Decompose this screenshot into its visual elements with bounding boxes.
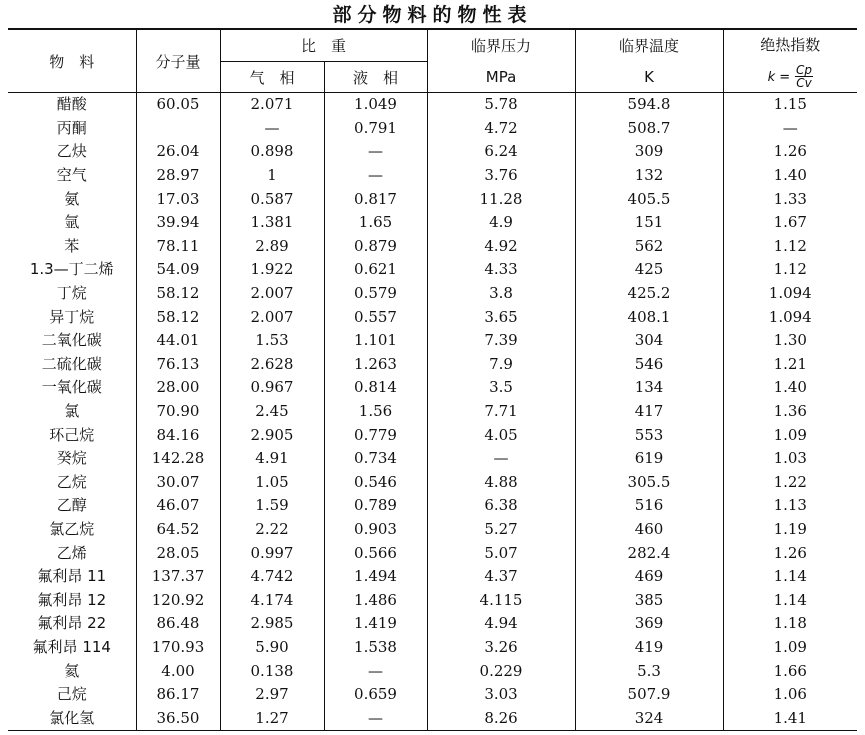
cell-critical-pressure: 7.39	[427, 329, 575, 353]
cell-critical-temperature: 619	[575, 447, 723, 471]
cell-material: 环己烷	[49, 425, 95, 444]
table-row	[8, 518, 857, 542]
cell-material: 一氧化碳	[41, 378, 102, 397]
header-critical-pressure: 临界压力	[427, 29, 575, 62]
k-numerator: Cp	[795, 63, 812, 78]
cell-liquid-phase: 0.566	[324, 541, 427, 565]
cell-gas-phase: 2.071	[220, 93, 324, 117]
cell-material: 氟利昂 11	[37, 567, 107, 586]
cell-critical-pressure: 4.33	[427, 258, 575, 282]
cell-molecular-weight: 142.28	[136, 447, 220, 471]
cell-material: 乙炔	[56, 142, 87, 161]
cell-critical-pressure: 3.8	[427, 282, 575, 306]
table-row	[8, 258, 857, 282]
cell-liquid-phase: 1.101	[324, 329, 427, 353]
cell-critical-temperature: 5.3	[575, 659, 723, 683]
cell-liquid-phase: 0.791	[324, 117, 427, 141]
cell-material: 氦	[64, 661, 80, 680]
cell-critical-pressure: 7.9	[427, 353, 575, 377]
cell-adiabatic-index: 1.14	[723, 565, 857, 589]
cell-critical-pressure: 3.03	[427, 683, 575, 707]
cell-molecular-weight	[136, 117, 220, 141]
cell-adiabatic-index: 1.13	[723, 494, 857, 518]
cell-material: 氯乙烷	[49, 519, 95, 538]
table-row	[8, 471, 857, 495]
table-row	[8, 706, 857, 730]
cell-molecular-weight: 58.12	[136, 282, 220, 306]
cell-gas-phase: —	[220, 117, 324, 141]
cell-critical-temperature: 460	[575, 518, 723, 542]
cell-material: 癸烷	[56, 449, 87, 468]
cell-critical-pressure: 8.26	[427, 706, 575, 730]
cell-adiabatic-index: 1.15	[723, 93, 857, 117]
cell-material: 乙醇	[56, 496, 87, 515]
cell-adiabatic-index: 1.67	[723, 211, 857, 235]
cell-critical-pressure: 0.229	[427, 659, 575, 683]
table-row	[8, 329, 857, 353]
cell-gas-phase: 0.997	[220, 541, 324, 565]
cell-gas-phase: 0.587	[220, 187, 324, 211]
cell-adiabatic-index: 1.30	[723, 329, 857, 353]
cell-material: 1.3—丁二烯	[29, 260, 114, 279]
cell-liquid-phase: 0.659	[324, 683, 427, 707]
cell-critical-temperature: 132	[575, 164, 723, 188]
cell-molecular-weight: 54.09	[136, 258, 220, 282]
cell-critical-temperature: 425	[575, 258, 723, 282]
cell-critical-pressure: 3.65	[427, 305, 575, 329]
cell-liquid-phase: 1.049	[324, 93, 427, 117]
cell-critical-temperature: 309	[575, 140, 723, 164]
cell-gas-phase: 1	[220, 164, 324, 188]
cell-adiabatic-index: 1.09	[723, 636, 857, 660]
cell-gas-phase: 2.905	[220, 423, 324, 447]
cell-liquid-phase: 0.734	[324, 447, 427, 471]
cell-liquid-phase: 0.903	[324, 518, 427, 542]
cell-adiabatic-index: 1.12	[723, 258, 857, 282]
cell-material: 异丁烷	[49, 307, 95, 326]
cell-critical-temperature: 385	[575, 588, 723, 612]
header-critical-pressure-unit: MPa	[427, 62, 575, 93]
cell-molecular-weight: 86.48	[136, 612, 220, 636]
cell-gas-phase: 2.628	[220, 353, 324, 377]
cell-material: 二氧化碳	[41, 331, 102, 350]
cell-molecular-weight: 28.97	[136, 164, 220, 188]
table-row	[8, 400, 857, 424]
cell-critical-pressure: 3.76	[427, 164, 575, 188]
cell-molecular-weight: 84.16	[136, 423, 220, 447]
cell-critical-pressure: 4.94	[427, 612, 575, 636]
cell-molecular-weight: 120.92	[136, 588, 220, 612]
table-row	[8, 140, 857, 164]
cell-adiabatic-index: 1.06	[723, 683, 857, 707]
cell-molecular-weight: 86.17	[136, 683, 220, 707]
cell-gas-phase: 1.922	[220, 258, 324, 282]
cell-critical-pressure: 3.5	[427, 376, 575, 400]
cell-critical-pressure: 4.37	[427, 565, 575, 589]
header-k-formula	[723, 62, 857, 93]
cell-liquid-phase: 1.538	[324, 636, 427, 660]
cell-adiabatic-index: 1.66	[723, 659, 857, 683]
cell-liquid-phase: 1.263	[324, 353, 427, 377]
cell-critical-pressure: 5.27	[427, 518, 575, 542]
cell-gas-phase: 2.97	[220, 683, 324, 707]
cell-critical-temperature: 546	[575, 353, 723, 377]
cell-liquid-phase: 1.419	[324, 612, 427, 636]
cell-molecular-weight: 76.13	[136, 353, 220, 377]
table-row	[8, 93, 857, 117]
header-critical-temperature-unit: K	[575, 62, 723, 93]
cell-adiabatic-index: 1.22	[723, 471, 857, 495]
cell-liquid-phase: 0.789	[324, 494, 427, 518]
cell-gas-phase: 2.985	[220, 612, 324, 636]
cell-critical-temperature: 425.2	[575, 282, 723, 306]
table-row	[8, 447, 857, 471]
cell-molecular-weight: 44.01	[136, 329, 220, 353]
cell-molecular-weight: 17.03	[136, 187, 220, 211]
cell-critical-temperature: 417	[575, 400, 723, 424]
cell-material: 丙酮	[56, 118, 87, 137]
cell-gas-phase: 5.90	[220, 636, 324, 660]
cell-liquid-phase: 1.56	[324, 400, 427, 424]
cell-gas-phase: 1.53	[220, 329, 324, 353]
cell-molecular-weight: 60.05	[136, 93, 220, 117]
cell-critical-pressure: 6.38	[427, 494, 575, 518]
cell-gas-phase: 2.45	[220, 400, 324, 424]
cell-molecular-weight: 58.12	[136, 305, 220, 329]
cell-critical-temperature: 507.9	[575, 683, 723, 707]
cell-gas-phase: 0.898	[220, 140, 324, 164]
cell-gas-phase: 2.007	[220, 305, 324, 329]
table-row	[8, 612, 857, 636]
cell-adiabatic-index: —	[723, 117, 857, 141]
cell-adiabatic-index: 1.03	[723, 447, 857, 471]
cell-gas-phase: 4.742	[220, 565, 324, 589]
cell-critical-pressure: 4.9	[427, 211, 575, 235]
header-adiabatic-index: 绝热指数	[723, 29, 857, 62]
table-row	[8, 353, 857, 377]
cell-adiabatic-index: 1.21	[723, 353, 857, 377]
cell-critical-temperature: 469	[575, 565, 723, 589]
cell-critical-temperature: 324	[575, 706, 723, 730]
cell-molecular-weight: 78.11	[136, 235, 220, 259]
cell-gas-phase: 1.381	[220, 211, 324, 235]
cell-liquid-phase: —	[324, 659, 427, 683]
cell-material: 乙烷	[56, 472, 87, 491]
cell-adiabatic-index: 1.26	[723, 140, 857, 164]
header-critical-temperature: 临界温度	[575, 29, 723, 62]
cell-critical-temperature: 305.5	[575, 471, 723, 495]
cell-critical-pressure: 6.24	[427, 140, 575, 164]
cell-critical-pressure: 4.115	[427, 588, 575, 612]
cell-critical-pressure: —	[427, 447, 575, 471]
cell-gas-phase: 2.007	[220, 282, 324, 306]
header-gas-phase: 气 相	[220, 62, 324, 93]
cell-liquid-phase: —	[324, 140, 427, 164]
cell-liquid-phase: 0.546	[324, 471, 427, 495]
cell-material: 苯	[64, 236, 80, 255]
cell-molecular-weight: 28.05	[136, 541, 220, 565]
cell-critical-pressure: 3.26	[427, 636, 575, 660]
cell-material: 氟利昂 114	[32, 637, 111, 656]
table-row	[8, 211, 857, 235]
k-label: k =	[767, 70, 791, 86]
cell-molecular-weight: 4.00	[136, 659, 220, 683]
k-fraction	[795, 64, 813, 89]
cell-critical-pressure: 11.28	[427, 187, 575, 211]
cell-liquid-phase: 1.494	[324, 565, 427, 589]
cell-gas-phase: 0.967	[220, 376, 324, 400]
cell-liquid-phase: 0.879	[324, 235, 427, 259]
cell-gas-phase: 0.138	[220, 659, 324, 683]
cell-critical-temperature: 408.1	[575, 305, 723, 329]
header-material: 物 料	[8, 29, 136, 93]
table-row	[8, 117, 857, 141]
cell-material: 己烷	[56, 685, 87, 704]
header-liquid-phase: 液 相	[324, 62, 427, 93]
cell-liquid-phase: 0.579	[324, 282, 427, 306]
table-row	[8, 305, 857, 329]
cell-critical-temperature: 594.8	[575, 93, 723, 117]
cell-adiabatic-index: 1.33	[723, 187, 857, 211]
k-denominator: Cv	[796, 76, 812, 91]
page-title: 部分物料的物性表	[332, 4, 533, 26]
cell-liquid-phase: 0.621	[324, 258, 427, 282]
cell-adiabatic-index: 1.094	[723, 282, 857, 306]
cell-material: 乙烯	[56, 543, 87, 562]
cell-liquid-phase: 1.65	[324, 211, 427, 235]
table-row	[8, 376, 857, 400]
table-row	[8, 187, 857, 211]
table-row	[8, 164, 857, 188]
cell-critical-pressure: 4.92	[427, 235, 575, 259]
cell-critical-temperature: 405.5	[575, 187, 723, 211]
cell-liquid-phase: 0.779	[324, 423, 427, 447]
cell-material: 氯	[64, 402, 80, 421]
cell-molecular-weight: 39.94	[136, 211, 220, 235]
cell-adiabatic-index: 1.12	[723, 235, 857, 259]
cell-material: 氨	[64, 189, 80, 208]
cell-gas-phase: 1.27	[220, 706, 324, 730]
cell-adiabatic-index: 1.18	[723, 612, 857, 636]
cell-molecular-weight: 26.04	[136, 140, 220, 164]
table-row	[8, 541, 857, 565]
cell-adiabatic-index: 1.36	[723, 400, 857, 424]
cell-material: 醋酸	[56, 95, 87, 114]
cell-critical-pressure: 4.88	[427, 471, 575, 495]
cell-molecular-weight: 64.52	[136, 518, 220, 542]
cell-critical-temperature: 151	[575, 211, 723, 235]
table-body	[8, 93, 857, 731]
cell-molecular-weight: 30.07	[136, 471, 220, 495]
cell-material: 氟利昂 22	[37, 614, 107, 633]
cell-liquid-phase: 1.486	[324, 588, 427, 612]
property-table	[8, 28, 857, 731]
cell-material: 空气	[56, 166, 87, 185]
cell-critical-temperature: 516	[575, 494, 723, 518]
table-row	[8, 588, 857, 612]
cell-adiabatic-index: 1.094	[723, 305, 857, 329]
cell-critical-temperature: 553	[575, 423, 723, 447]
cell-liquid-phase: 0.814	[324, 376, 427, 400]
cell-critical-temperature: 562	[575, 235, 723, 259]
header-molecular-weight: 分子量	[136, 29, 220, 93]
cell-critical-temperature: 508.7	[575, 117, 723, 141]
cell-critical-temperature: 282.4	[575, 541, 723, 565]
cell-critical-pressure: 4.05	[427, 423, 575, 447]
cell-material: 氩	[64, 213, 80, 232]
table-row	[8, 423, 857, 447]
cell-adiabatic-index: 1.14	[723, 588, 857, 612]
cell-gas-phase: 4.174	[220, 588, 324, 612]
table-row	[8, 282, 857, 306]
cell-critical-temperature: 134	[575, 376, 723, 400]
header-specific-gravity: 比 重	[220, 29, 427, 62]
cell-molecular-weight: 36.50	[136, 706, 220, 730]
cell-liquid-phase: 0.557	[324, 305, 427, 329]
cell-molecular-weight: 137.37	[136, 565, 220, 589]
table-row	[8, 565, 857, 589]
cell-molecular-weight: 70.90	[136, 400, 220, 424]
table-row	[8, 683, 857, 707]
cell-molecular-weight: 46.07	[136, 494, 220, 518]
cell-adiabatic-index: 1.40	[723, 164, 857, 188]
cell-material: 丁烷	[56, 284, 87, 303]
table-row	[8, 636, 857, 660]
table-row	[8, 235, 857, 259]
cell-critical-temperature: 369	[575, 612, 723, 636]
cell-molecular-weight: 170.93	[136, 636, 220, 660]
cell-material: 氯化氢	[8, 706, 136, 730]
cell-adiabatic-index: 1.09	[723, 423, 857, 447]
cell-material: 氟利昂 12	[37, 590, 107, 609]
cell-critical-pressure: 7.71	[427, 400, 575, 424]
cell-liquid-phase: 0.817	[324, 187, 427, 211]
cell-liquid-phase: —	[324, 164, 427, 188]
cell-adiabatic-index: 1.40	[723, 376, 857, 400]
cell-material: 二硫化碳	[41, 354, 102, 373]
table-row	[8, 494, 857, 518]
cell-adiabatic-index: 1.41	[723, 706, 857, 730]
cell-critical-temperature: 419	[575, 636, 723, 660]
cell-molecular-weight: 28.00	[136, 376, 220, 400]
cell-gas-phase: 2.89	[220, 235, 324, 259]
table-row	[8, 659, 857, 683]
cell-adiabatic-index: 1.26	[723, 541, 857, 565]
cell-gas-phase: 1.05	[220, 471, 324, 495]
cell-adiabatic-index: 1.19	[723, 518, 857, 542]
cell-liquid-phase: —	[324, 706, 427, 730]
cell-gas-phase: 2.22	[220, 518, 324, 542]
cell-critical-pressure: 5.78	[427, 93, 575, 117]
cell-critical-pressure: 4.72	[427, 117, 575, 141]
cell-critical-temperature: 304	[575, 329, 723, 353]
cell-gas-phase: 4.91	[220, 447, 324, 471]
cell-gas-phase: 1.59	[220, 494, 324, 518]
cell-critical-pressure: 5.07	[427, 541, 575, 565]
